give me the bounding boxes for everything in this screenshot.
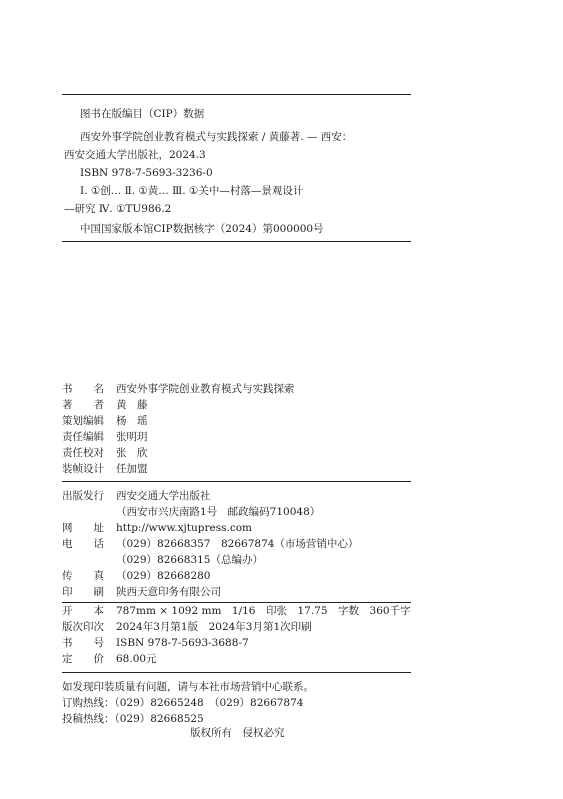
credit-row: 策划编辑 杨 瑶: [62, 415, 148, 427]
publisher-row: 出版发行 西安交通大学出版社: [62, 490, 211, 502]
submit-hotline: 投稿热线：（029）82668525: [62, 713, 204, 725]
quality-notice: 如发现印装质量有问题，请与本社市场营销中心联系。: [62, 681, 314, 693]
order-hotline: 订购热线：（029）82665248 （029）82667874: [62, 697, 304, 709]
spec-row: 版次印次 2024年3月第1版 2024年3月第1次印刷: [62, 621, 312, 633]
publisher-row: （西安市兴庆南路1号 邮政编码710048）: [116, 506, 321, 518]
cip-line-6: 中国国家版本馆CIP数据核字（2024）第000000号: [80, 223, 324, 235]
cip-line-3: ISBN 978-7-5693-3236-0: [80, 167, 213, 179]
credit-row: 书 名 西安外事学院创业教育模式与实践探索: [62, 383, 295, 395]
cip-heading: 图书在版编目（CIP）数据: [80, 108, 205, 120]
publisher-row: 传 真 （029）82668280: [62, 570, 211, 582]
credit-row: 著 者 黄 藤: [62, 399, 148, 411]
spec-row: 开 本 787mm × 1092 mm 1/16 印张 17.75 字数 360千字: [62, 605, 411, 617]
publisher-bottom-rule: [62, 602, 411, 603]
spec-row: 书 号 ISBN 978-7-5693-3688-7: [62, 637, 249, 649]
cip-line-5: —研究 Ⅳ. ①TU986.2: [64, 203, 172, 215]
credit-row: 责任编辑 张明玥: [62, 431, 148, 443]
publisher-row: 印 刷 陕西天意印务有限公司: [62, 586, 221, 598]
cip-line-4: Ⅰ. ①创… Ⅱ. ①黄… Ⅲ. ①关中—村落—景观设计: [80, 185, 304, 197]
credit-row: 装帧设计 任加盟: [62, 463, 148, 475]
cip-line-1: 西安外事学院创业教育模式与实践探索 / 黄藤著. — 西安：: [80, 131, 353, 143]
rights-notice: 版权所有 侵权必究: [190, 727, 285, 739]
website-link[interactable]: http://www.xjtupress.com: [116, 522, 252, 534]
specs-bottom-rule: [62, 672, 411, 673]
spec-row: 定 价 68.00元: [62, 653, 157, 665]
credits-bottom-rule: [62, 481, 411, 482]
cip-line-2: 西安交通大学出版社，2024.3: [64, 149, 206, 161]
top-rule: [62, 94, 411, 95]
publisher-row: 网 址 http://www.xjtupress.com: [62, 522, 252, 534]
credit-row: 责任校对 张 欣: [62, 447, 148, 459]
publisher-row: 电 话 （029）82668357 82667874（市场营销中心）: [62, 538, 359, 550]
publisher-row: （029）82668315（总编办）: [116, 554, 263, 566]
cip-bottom-rule: [62, 241, 411, 242]
